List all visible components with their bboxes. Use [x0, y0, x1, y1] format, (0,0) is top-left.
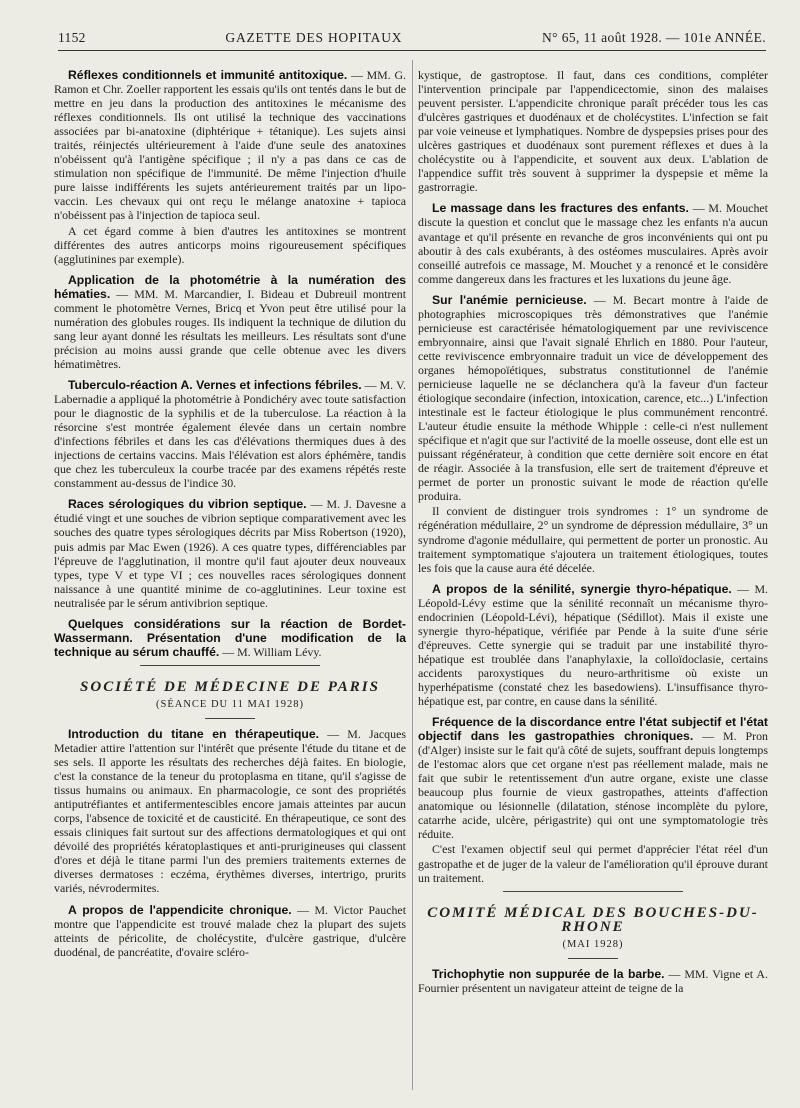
section-rule — [140, 665, 320, 666]
article-entry — [54, 378, 406, 490]
committee-name: COMITÉ MÉDICAL DES BOUCHES-DU-RHONE — [427, 904, 759, 935]
article-title: Introduction du titane en thérapeutique. — [68, 726, 320, 741]
article-title: Races sérologiques du vibrion septique. — [68, 497, 307, 512]
article-text: — MM. M. Marcandier, I. Bideau et Dubreuil montrent comment le photomètre Vernes, Bricq et Yvon peut être utilisé pour la numération des globules rouges. Ils indiquent la technique de dilution du sang leur ayant donné les résultats les meilleurs. Les résultats sont d'une précision au moins aussi grande que celle obtenue avec les divers hématimètres. — [54, 286, 406, 371]
article-title: Sur l'anémie pernicieuse. — [432, 292, 587, 307]
left-column — [54, 68, 406, 959]
committee-heading — [418, 906, 768, 952]
journal-title: GAZETTE DES HOPITAUX — [225, 30, 403, 45]
article-title: Quelques considérations sur la réaction de Bordet-Wassermann. Présentation d'une modification de la technique au sérum chauffé. — [54, 616, 406, 659]
article-title: A propos de l'appendicite chronique. — [68, 902, 292, 917]
section-rule — [503, 891, 683, 892]
article-text: — M. William Lévy. — [219, 644, 322, 659]
article-title: Tuberculo-réaction A. Vernes et infections fébriles. — [68, 377, 362, 392]
article-text: — M. J. Davesne a étudié vingt et une souches de vibrion septique comparativement avec les souches des quatre types sérologiques décrits par Miss Robertson (1920), puis admis par Mac Ewen (1926). A ces quatre types, différenciables par l'épreuve de l'agglutination, il montre qu'il faut ajouter deux nouveaux types, type V et type VI ; ces nouvelles races sérologiques donnent naissance à une quantité minime de co-agglutinines. Leur toxine est neutralisée par le sérum antivibrion septique. — [54, 497, 406, 610]
article-entry — [54, 68, 406, 266]
article-title: Réflexes conditionnels et immunité antitoxique. — [68, 68, 348, 82]
article-entry — [54, 617, 406, 659]
article-entry — [418, 201, 768, 285]
article-text: — M. Jacques Metadier attire l'attention sur l'intérêt que présente l'étude du titane et de ses sels. Il apporte les résultats des recherches déjà faites. En biologie, c'est la constance de la teneur du protoplasma en titane, qu'il s'agisse de tissus humains ou animaux. En pharmacologie, ce sont des propriétés antiputréfiantes et antifermentescibles encore jamais atteintes par aucun corps, l'absence de toxicité et de causticité. En thérapeutique, ce sont des essais cliniques fait surtout sur des affections dermatologiques et qui ont dévoilé des propriétés kératoplastiques et anti-prurigineuses qui classent d'ores et déjà le titane parmi l'un des premiers traitements externes de diverses dermatoses : eczéma, érythèmes diverses, intertrigo, prurits variés, névrodermites. — [54, 726, 406, 896]
right-column — [418, 68, 768, 995]
running-head — [58, 30, 766, 50]
article-text: — M. V. Labernadie a appliqué la photométrie à Pondichéry avec toute satisfaction pour le diagnostic de la syphilis et de la tuberculose. La réaction à la résorcine s'est montrée également élevée dans un certain nombre d'infections fébriles et dans les cas d'élévations thermiques dues à des injections de certains vaccins. Mais l'élévation est alors éphémère, tandis que chez les tuberculeux la courbe tracée par des examens répétés reste constamment au-dessus de l'indice 30. — [54, 377, 406, 491]
article-paragraph: A cet égard comme à bien d'autres les antitoxines se montrent différentes des autres anticorps moins rigoureusement spécifiques (agglutinines par exemple). — [54, 223, 406, 266]
article-entry — [418, 68, 768, 194]
society-name: SOCIÉTÉ DE MÉDECINE DE PARIS — [80, 678, 380, 695]
article-paragraph: C'est l'examen objectif seul qui permet d'apprécier l'état réel d'un gastropathe et de juger de la valeur de l'amélioration qu'il éprouve durant un traitement. — [418, 842, 768, 885]
article-text: — M. Victor Pauchet montre que l'appendicite est trouvé malade chez la plupart des sujets atteints de péricolite, de cholécystite, d'ulcère gastrique, d'ulcère duodénal, de pancréatite, d'ovaire scléro- — [54, 902, 406, 959]
article-entry — [54, 903, 406, 959]
article-text: — M. Léopold-Lévy estime que la sénilité reconnaît un mécanisme thyro-endocrinien (Léopold-Lévi), hépatique (Sédillot). Mais il existe une synergie thyro-hépatique, vérifiée par Pende à la suite d'une série d'épreuves. Cette synergie qui se traduit par une instabilité thyro-hépatique est troublée dans l'anaphylaxie, la colloïdoclasie, certains accidents paroxystiques du neuro-arthritisme où existe un hyperhépatisme (constaté chez les basedowiens). L'insuffisance thyro-hépatique est, par contre, en cause dans la sénilité. — [418, 581, 768, 709]
article-text: — M. Becart montre à l'aide de photographies microscopiques très démonstratives que l'anémie pernicieuse est caractérisée hématologiquement par une reviviscence embryonnaire, ainsi que l'avait signalé Ehrlich en 1880. Pour l'auteur, cette reviviscence embryonnaire traduit un vice de développement des organes hémopoïétiques, substratus constitutionnel de l'anémie pernicieuse laquelle ne se déclanchera qu'à la faveur d'un facteur étiologique secondaire (infection, intoxication, carence, etc...) L'infection intestinale est le facteur étiologique le plus communément rencontré. L'auteur étudie ensuite la méthode Whipple : celle-ci n'est nullement spécifique et n'agit que sur l'activité de la moelle osseuse, dont elle est un puissant régénérateur, à condition que cette dernière soit encore en état de réagir. Associée à la transfusion, elle sert de traitement d'épreuve et permet de porter un pronostic suivant le mode de réaction qu'elle produira. — [418, 292, 769, 504]
article-entry — [418, 715, 768, 885]
section-rule — [568, 958, 618, 959]
issue-info: N° 65, 11 août 1928. — 101e ANNÉE. — [542, 30, 766, 45]
article-entry — [418, 293, 768, 575]
article-title: Trichophytie non suppurée de la barbe. — [432, 966, 665, 981]
article-entry — [418, 582, 768, 708]
article-text: — MM. Vigne et A. Fournier présentent un navigateur atteint de teigne de la — [418, 966, 768, 995]
society-heading — [54, 680, 406, 712]
section-rule — [205, 718, 255, 719]
header-rule — [58, 50, 766, 51]
article-entry — [54, 273, 406, 371]
article-entry — [418, 967, 768, 995]
article-title: Application de la photométrie à la numération des hématies. — [54, 272, 406, 301]
session-date: (MAI 1928) — [562, 938, 624, 950]
article-title: Fréquence de la discordance entre l'état subjectif et l'état objectif dans les gastropathies chroniques. — [418, 715, 768, 744]
article-title: Le massage dans les fractures des enfants. — [432, 201, 689, 216]
session-date: (SÉANCE DU 11 MAI 1928) — [155, 698, 305, 710]
page-number: 1152 — [58, 30, 86, 45]
article-title: A propos de la sénilité, synergie thyro-hépatique. — [432, 581, 732, 596]
article-text: — M. Mouchet discute la question et conclut que le massage chez les enfants n'a aucun avantage et qu'il présente en revanche de gros inconvénients qui ont pu aboutir à des cals exubérants, à des ostéomes musculaires. Après avoir conseillé autrefois ce massage, M. Mouchet y a renoncé et le considère comme dangereux dans les fractures et les luxations du jeune âge. — [418, 201, 768, 286]
article-entry — [54, 497, 406, 609]
article-text: — M. Pron (d'Alger) insiste sur le fait qu'à côté de sujets, souffrant depuis longtemps de l'estomac alors que cet organe n'est pas réellement malade, mais ne fait que subir le retentissement d'un autre organe, existe une classe beaucoup plus fournie de vieux gastropathes, atteints d'affection anatomique ou lésionnelle (dilatation, sténose incomplète du pylore, catarrhe acide, ulcère, périgastrite) qui ont une symptomatologie très réduite. — [418, 729, 768, 842]
article-continuation: kystique, de gastroptose. Il faut, dans ces conditions, compléter l'intervention principale par l'appendicectomie, sinon des malaises peuvent persister. L'appendicite chronique paraît précéder tous les cas d'ulcères gastriques et duodénaux et de cholécystites. L'infection se fait par voie veineuse et lymphatiques. Nombre de dyspepsies prises pour des ulcères gastriques et duodénaux sont purement réflexes et dues à la cholécystite ou à l'appendicite, et souvent aux deux. L'ablation de l'appendice suffit très souvent à supprimer la dyspepsie et même la gastrorragie. — [418, 68, 768, 195]
column-divider — [412, 60, 413, 1090]
article-paragraph: Il convient de distinguer trois syndromes : 1° un syndrome de régénération médullaire, 2° un syndrome de dépression médullaire, 3° un syndrome d'agonie médullaire, qui permettent de porter un pronostic. Au traitement symptomatique s'ajoutera un traitement étiologiques, toutes les fois que la cause aura été décelée. — [418, 504, 768, 575]
article-text: — MM. G. Ramon et Chr. Zoeller rapportent les essais qu'ils ont tentés dans le but de mettre en jeu dans la production des antitoxines le mécanisme des réflexes conditionnels. Ils ont utilisé la technique des vaccinations associées par bi-anatoxine (diphtérique + tétanique). Les sujets ainsi traités, réinjectés ultérieurement à l'aide d'une seule des anatoxines n'obéissent qu'à l'antigène spécifique ; il n'y a pas dans ce cas de stimulation non spécifique de l'immunité. De même l'injection d'huile pure laisse indifférents les sujets antérieurement traités par un lipo-vaccin. Les chevaux qui ont reçu le mélange anatoxine + tapioca n'obéissent pas à l'injection de tapioca seul. — [54, 68, 406, 223]
article-entry — [54, 727, 406, 896]
